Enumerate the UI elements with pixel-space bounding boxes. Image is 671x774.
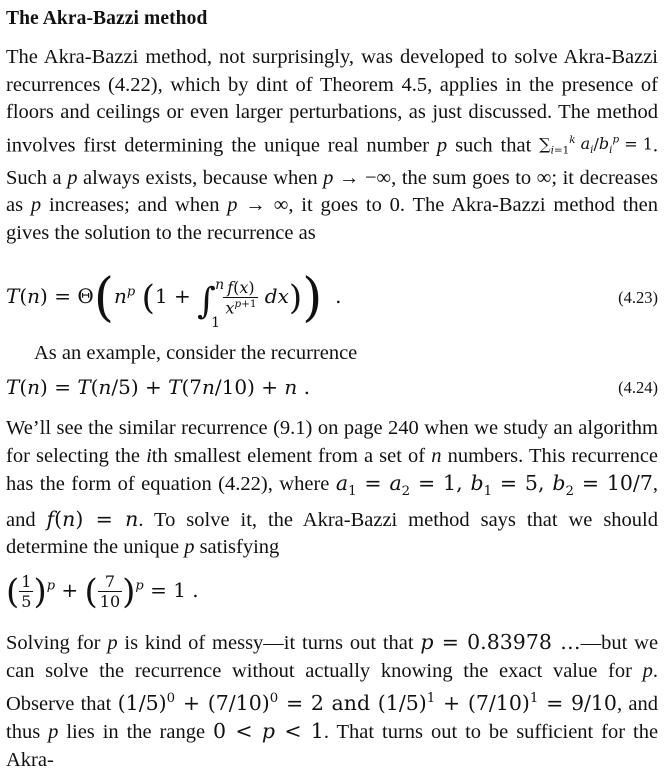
sum-condition: $\sum_{i=1}^k$ $a_i/b_i^p = 1$ bbox=[539, 133, 653, 157]
paragraph-example: As an example, consider the recurrence bbox=[34, 342, 358, 364]
paragraph-intro: The Akra-Bazzi method, not surprisingly, was developed to solve Akra-Bazzi recurrences (4.22), which by dint of Theorem 4.5, applies in the presence of floors and ceilings or even larger perturbations, as just discussed. The method involves first determining the unique real number p such that $\sum_{i=1}^k$ $a_i/b_i^p = 1$. Such a p always exists, because when p → −∞, the sum goes to ∞; it decreases as p increases; and when p → ∞, it goes to 0. The Akra-Bazzi method then gives the solution to the recurrence as bbox=[6, 46, 659, 244]
equation-number: (4.23) bbox=[618, 288, 658, 307]
equation-4-24: T(n) = T(n/5) + T(7n/10) + n . (4.24) bbox=[6, 375, 658, 399]
equation-number: (4.24) bbox=[618, 378, 658, 397]
section-heading: The Akra-Bazzi method bbox=[6, 8, 208, 29]
paragraph-solution: Solving for p is kind of messy—it turns out that p = 0.83978 …—but we can solve the recurrence without actually knowing the exact value for p. Observe that $(1/5)^0 + (7/10)^0 = 2$ and $(1/5)^1 + (7/10)^1 = 9/10$, and thus p lies in the range 0 < p < 1. That turns out to be sufficient for the Akra- bbox=[6, 630, 659, 771]
equation-p: ( $\frac{1}{5}$ )$^p$ + ( $\frac{7}{10}$ )$^p$ = 1 . bbox=[6, 572, 199, 612]
equation-4-23: $T(n) = \Theta(n^p$ (1 + ∫ n 1 $\frac{f(x)}{x^{p+1}}$ dx)) . (4.23) bbox=[6, 268, 658, 332]
paragraph-application: We’ll see the similar recurrence (9.1) on page 240 when we study an algorithm for selecting the ith smallest element from a set of n numbers. This recurrence has the form of equation (4.22), where $a_1 = a_2 = 1$, $b_1 = 5$, $b_2 = 10/7$, and f(n) = n. To solve it, the Akra-Bazzi method says that we should determine the unique p satisfying bbox=[6, 417, 659, 559]
